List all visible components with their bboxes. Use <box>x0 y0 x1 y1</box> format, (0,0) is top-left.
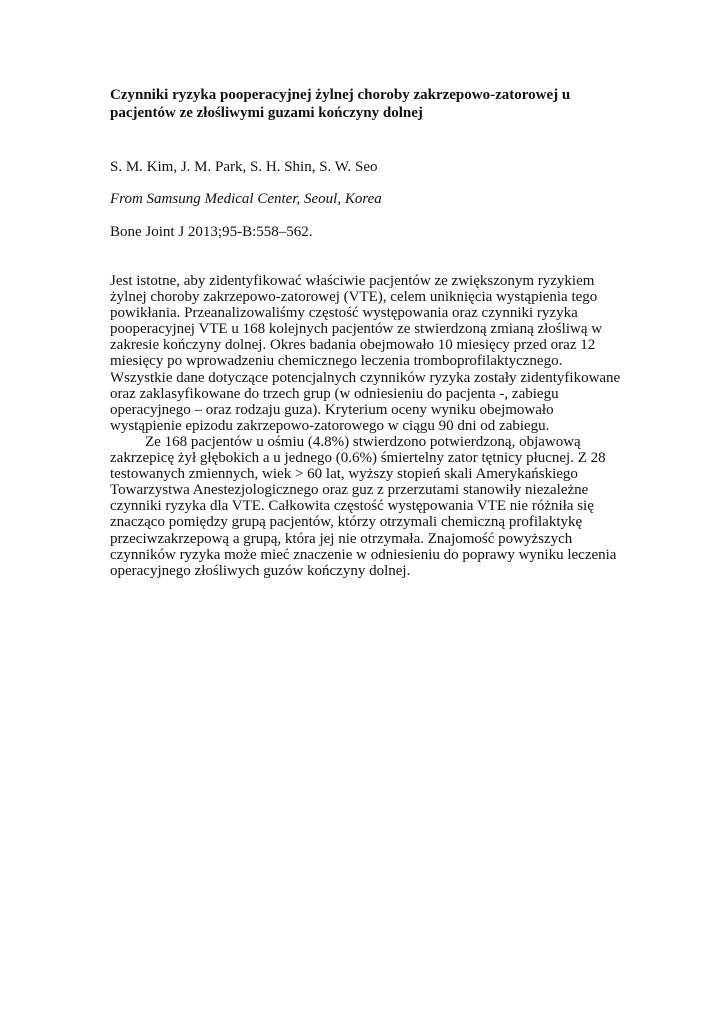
article-title: Czynniki ryzyka pooperacyjnej żylnej choroby zakrzepowo-zatorowej u pacjentów ze złośliwymi guzami kończyny dolnej <box>110 87 571 121</box>
abstract-paragraph-2: Ze 168 pacjentów u ośmiu (4.8%) stwierdzono potwierdzoną, objawową zakrzepicę żył głębokich a u jednego (0.6%) śmiertelny zator tętnicy płucnej. Z 28 testowanych zmiennych, wiek > 60 lat, wyższy stopień skali Amerykańskiego Towarzystwa Anestezjologicznego oraz guz z przerzutami stanowiły niezależne czynniki ryzyka dla VTE. Całkowita częstość występowania VTE nie różniła się znacząco pomiędzy grupą pacjentów, którzy otrzymali chemiczną profilaktykę przeciwzakrzepową a grupą, która jej nie otrzymała. Znajomość powyższych czynników ryzyka może mieć znaczenie w odniesieniu do poprawy wyniku leczenia operacyjnego złośliwych guzów kończyny dolnej. <box>110 433 617 579</box>
abstract <box>110 273 622 579</box>
journal-citation: Bone Joint J 2013;95-B:558–562. <box>110 224 313 240</box>
affiliation: From Samsung Medical Center, Seoul, Korea <box>110 191 382 207</box>
document-content <box>110 86 622 579</box>
author-list: S. M. Kim, J. M. Park, S. H. Shin, S. W. Seo <box>110 159 378 175</box>
abstract-paragraph-1: Jest istotne, aby zidentyfikować właściwie pacjentów ze zwiększonym ryzykiem żylnej choroby zakrzepowo-zatorowej (VTE), celem uniknięcia wystąpienia tego powikłania. Przeanalizowaliśmy częstość występowania oraz czynniki ryzyka pooperacyjnej VTE u 168 kolejnych pacjentów ze stwierdzoną zmianą złośliwą w zakresie kończyny dolnej. Okres badania obejmowało 10 miesięcy przed oraz 12 miesięcy po wprowadzeniu chemicznego leczenia tromboprofilaktycznego. Wszystkie dane dotyczące potencjalnych czynników ryzyka zostały zidentyfikowane oraz zaklasyfikowane do trzech grup (w odniesieniu do pacjenta -, zabiegu operacyjnego – oraz rodzaju guza). Kryterium oceny wyniku obejmowało wystąpienie epizodu zakrzepowo-zatorowego w ciągu 90 dni od zabiegu. <box>110 273 621 434</box>
